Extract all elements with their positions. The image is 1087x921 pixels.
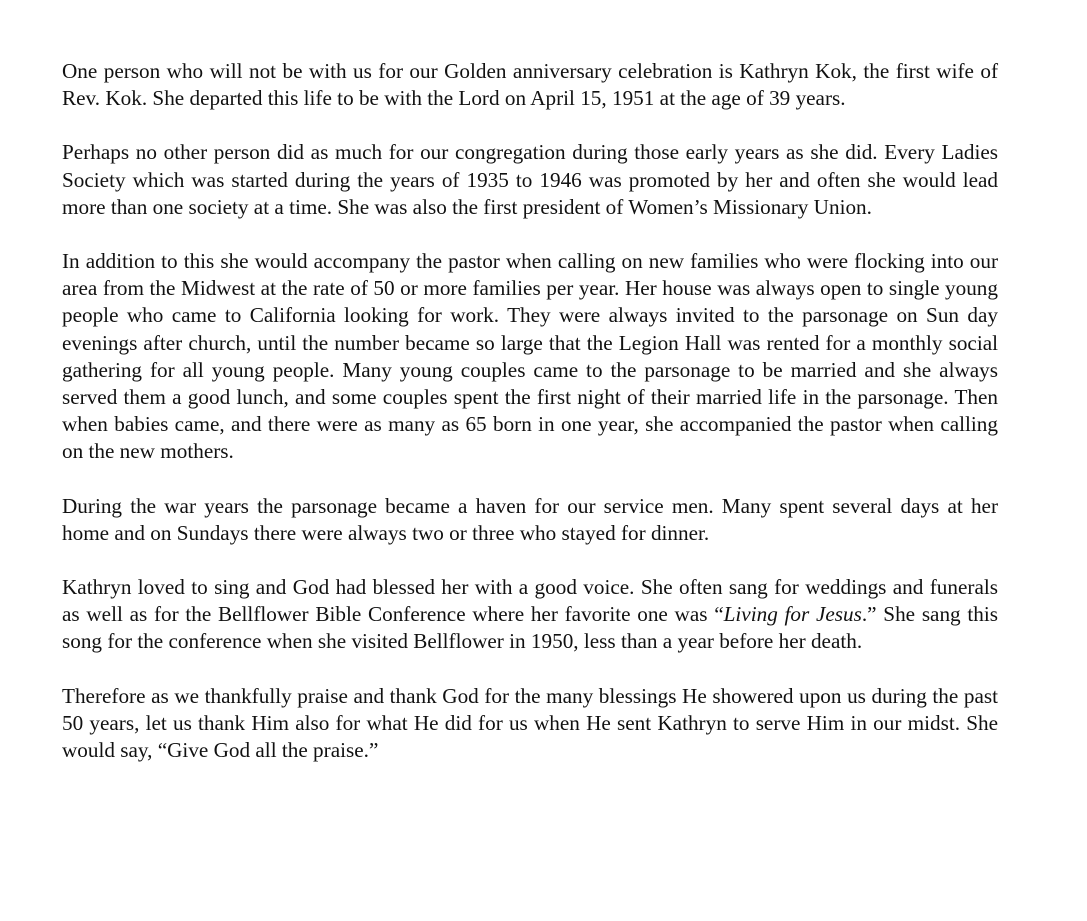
singing-text-after: .” She sang this song for the conference when she visited Bellflower in 1950, less than a year before her death.	[62, 602, 998, 654]
paragraph-closing: Therefore as we thankfully praise and thank God for the many blessings He showered upon us during the past 50 years, let us thank Him also for what He did for us when He sent Kathryn to serve Him in our midst. She would say, “Give God all the praise.”	[62, 683, 998, 763]
paragraph-war-years: During the war years the parsonage became a haven for our service men. Many spent several days at her home and on Sundays there were always two or three who stayed for dinner.	[62, 493, 998, 545]
song-title: Living for Jesus	[723, 602, 862, 627]
paragraph-singing	[62, 574, 998, 656]
singing-text-before: Kathryn loved to sing and God had blessed her with a good voice. She often sang for weddings and funerals as well as for the Bellflower Bible Conference where her favorite one was “	[62, 575, 998, 627]
paragraph-hospitality: In addition to this she would accompany the pastor when calling on new families who were flocking into our area from the Midwest at the rate of 50 or more families per year. Her house was always open to single young people who came to California looking for work. They were always invited to the parsonage on Sun day evenings after church, until the number became so large that the Legion Hall was rented for a monthly social gathering for all young people. Many young couples came to the parsonage to be married and she always served them a good lunch, and some couples spent the first night of their married life in the parsonage. Then when babies came, and there were as many as 65 born in one year, she accompanied the pastor when calling on the new mothers.	[62, 249, 998, 464]
paragraph-ladies-society: Perhaps no other person did as much for our congregation during those early years as she did. Every Ladies Society which was started during the years of 1935 to 1946 was promoted by her and often she would lead more than one society at a time. She was also the first president of Women’s Missionary Union.	[62, 140, 998, 219]
document-page	[62, 58, 998, 764]
paragraph-memorial-intro: One person who will not be with us for our Golden anniversary celebration is Kathryn Kok, the first wife of Rev. Kok. She departed this life to be with the Lord on April 15, 1951 at the age of 39 years.	[62, 59, 998, 111]
